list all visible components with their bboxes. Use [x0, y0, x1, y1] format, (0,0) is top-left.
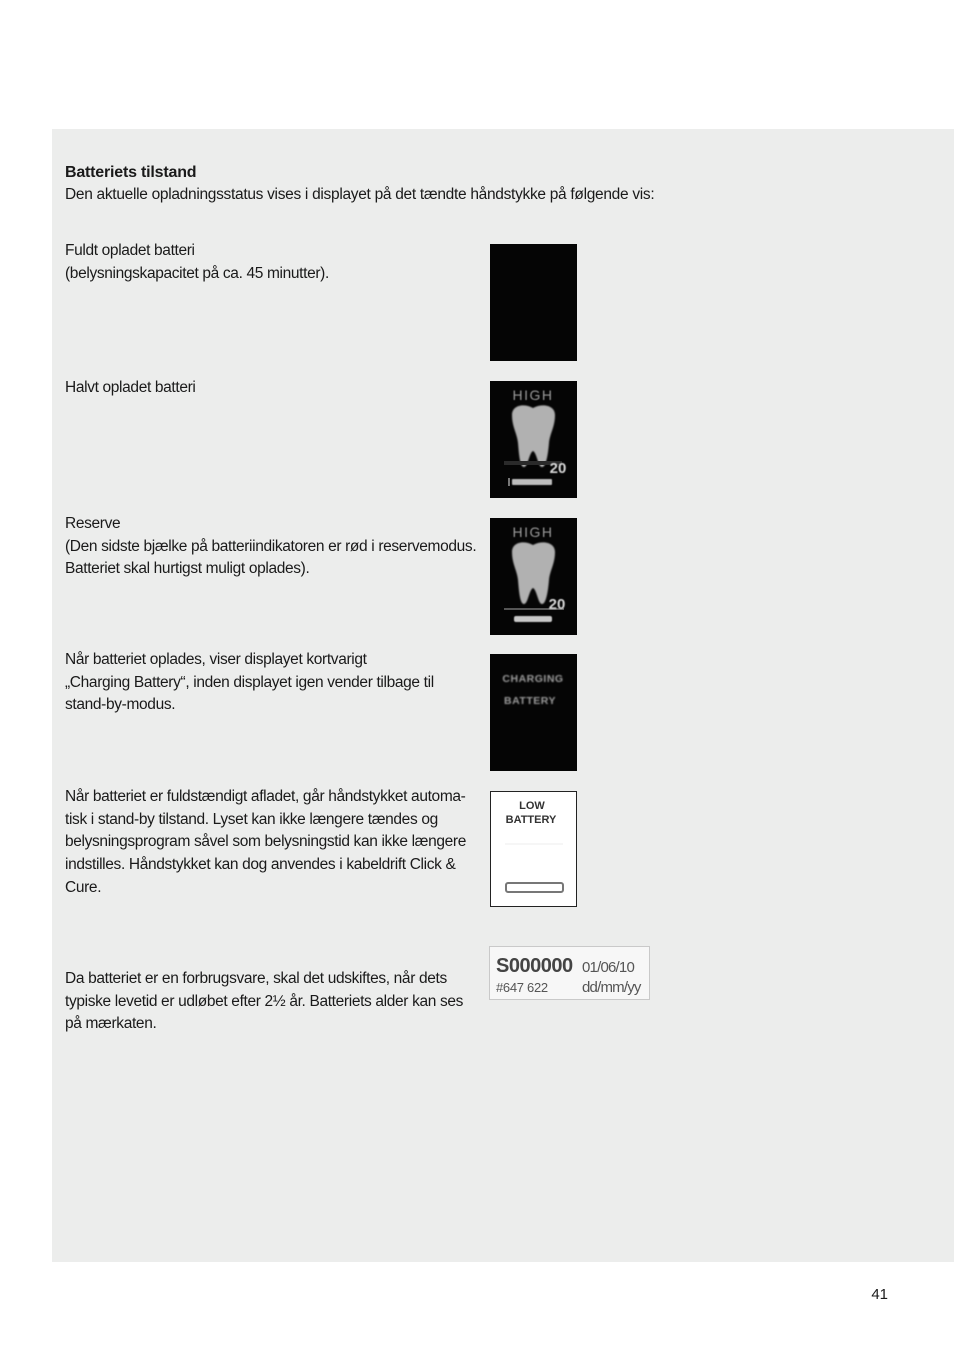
text-line: (belysningskapacitet på ca. 45 minutter).: [65, 264, 329, 282]
battery-label: [489, 946, 650, 1000]
high-20-reserve-display: [490, 518, 577, 635]
page-number: 41: [871, 1286, 888, 1303]
text-line: Cure.: [65, 878, 102, 896]
text-line: belysningsprogram såvel som belysningstid kan ikke længere: [65, 833, 466, 851]
text-line: indstilles. Håndstykket kan dog anvendes i kabeldrift Click &: [65, 856, 456, 874]
charging-display: [490, 654, 577, 771]
entry-full-battery-text: [65, 240, 475, 285]
screen-value: 20: [549, 460, 567, 477]
text-line: (Den sidste bjælke på batteriindikatoren er rød i reservemodus.: [65, 537, 477, 555]
text-line: typiske levetid er udløbet efter 2½ år. Batteriets alder kan ses: [65, 992, 464, 1010]
screen-mode-label: HIGH: [512, 387, 554, 403]
text-line: stand-by-modus.: [65, 696, 176, 714]
text-line: Når batteriet oplades, viser displayet kortvarigt: [65, 651, 367, 668]
label-article: #647 622: [496, 980, 548, 995]
screen-line-1: LOW: [519, 800, 545, 812]
entry-charging-text: [65, 649, 475, 717]
text-line: på mærkaten.: [65, 1015, 157, 1033]
empty-battery-icon: [506, 883, 563, 892]
tooth-icon: [512, 405, 555, 467]
battery-bar-icon: [512, 479, 552, 485]
entry-reserve-text: [65, 513, 475, 581]
screen-mode-label: HIGH: [512, 524, 554, 540]
entry-battery-age-text: [65, 968, 475, 1036]
text-line: Da batteriet er en forbrugsvare, skal det udskiftes, når dets: [65, 970, 447, 987]
text-line: Batteriet skal hurtigst muligt oplades).: [65, 560, 310, 578]
battery-bar-icon: [514, 616, 552, 622]
screen-line-1: CHARGING: [502, 673, 564, 685]
text-line: tisk i stand-by tilstand. Lyset kan ikke længere tændes og: [65, 810, 438, 828]
text-line: Når batteriet er fuldstændigt afladet, går håndstykket automa-: [65, 788, 466, 805]
entry-half-battery-text: [65, 377, 475, 400]
screen-value: 20: [548, 596, 566, 613]
section-intro: Den aktuelle opladningsstatus vises i displayet på det tændte håndstykke på følgende vis:: [65, 186, 655, 203]
entry-empty-battery-text: [65, 786, 475, 900]
blank-black-display: [490, 244, 577, 361]
section-heading: Batteriets tilstand: [65, 164, 197, 181]
text-line: Fuldt opladet batteri: [65, 242, 195, 259]
text-line: Reserve: [65, 515, 121, 532]
text-line: „Charging Battery“, inden displayet igen vender tilbage til: [65, 673, 434, 691]
text-line: Halvt opladet batteri: [65, 379, 196, 396]
label-date-format: dd/mm/yy: [582, 979, 641, 996]
screen-line-2: BATTERY: [504, 695, 556, 707]
low-battery-display: [490, 791, 577, 907]
tooth-icon: [512, 542, 555, 604]
label-serial: S000000: [496, 955, 573, 977]
high-20-display: [490, 381, 577, 498]
screen-line-2: BATTERY: [505, 814, 557, 826]
label-date: 01/06/10: [582, 959, 634, 976]
